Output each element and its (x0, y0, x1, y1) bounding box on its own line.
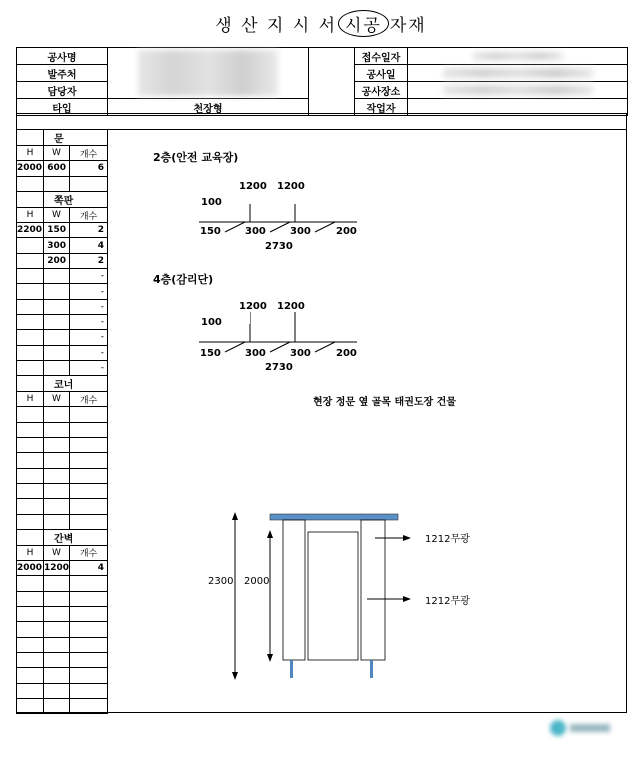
table-row: 2000 600 6 (17, 161, 108, 176)
finish-lower-label: 1212무광 (425, 596, 470, 607)
floor-4-top-a: 1200 (239, 301, 267, 312)
company-logo (548, 718, 614, 738)
col-qty: 개수 (70, 146, 108, 161)
manager-label: 담당자 (17, 82, 108, 99)
work-day-redacted (408, 65, 628, 82)
door-height-label: 2000 (244, 576, 270, 587)
floor-4-seg1: 150 (200, 348, 221, 359)
floor-2-plan-lines (197, 204, 367, 244)
site-note: 현장 정문 옆 골목 태권도장 건물 (313, 397, 456, 408)
project-name-label: 공사명 (17, 48, 108, 65)
materials-table: 문 H W 개수 2000 600 6 쪽판 H W 개수 2200 150 2 300 4 200 2 - - - - - - - 코너 H W 개수 간벽 H W 개수 2000 1200 4 (16, 129, 108, 714)
header-blank-cell (309, 48, 355, 116)
work-day-label: 공사일 (355, 65, 408, 82)
circled-mark: 시공 (338, 10, 389, 37)
floor-2-seg1: 150 (200, 226, 221, 237)
floor-4-total: 2730 (265, 362, 293, 373)
table-row: 200 2 (17, 253, 108, 268)
table-row: 2000 1200 4 (17, 561, 108, 576)
floor-4-top-b: 1200 (277, 301, 305, 312)
col-w: W (44, 146, 70, 161)
document-title: 생 산 지 시 서 시공 자재 (0, 10, 642, 37)
floor-4-seg2: 300 (245, 348, 266, 359)
floor-4-seg4: 200 (336, 348, 357, 359)
project-details-redacted (108, 48, 309, 99)
finish-arrows (367, 529, 417, 619)
floor-2-top-a: 1200 (239, 181, 267, 192)
floor-2-top-b: 1200 (277, 181, 305, 192)
floor-4-seg3: 300 (290, 348, 311, 359)
floor-2-seg3: 300 (290, 226, 311, 237)
finish-upper-label: 1212무광 (425, 534, 470, 545)
site-redacted (408, 82, 628, 99)
col-h: H (17, 146, 44, 161)
floor-4-left: 100 (201, 317, 222, 328)
doors-section-label: 문 (44, 130, 108, 146)
floor-2-title: 2층(안전 교육장) (153, 151, 239, 164)
drawing-area (107, 129, 627, 713)
received-date-redacted (408, 48, 628, 65)
worker-label: 작업자 (355, 99, 408, 116)
table-row: 2200 150 2 (17, 223, 108, 238)
received-date-label: 접수일자 (355, 48, 408, 65)
type-label: 타입 (17, 99, 108, 116)
total-height-label: 2300 (208, 576, 234, 587)
header-table (16, 47, 628, 116)
corners-section-label: 코너 (44, 376, 108, 392)
floor-4-title: 4층(감리단) (153, 273, 214, 286)
spacer-row (17, 114, 626, 130)
floor-2-seg2: 300 (245, 226, 266, 237)
floor-4-risers (250, 312, 300, 342)
partitions-section-label: 간벽 (44, 529, 108, 545)
type-value: 천장형 (108, 99, 309, 116)
floor-2-total: 2730 (265, 241, 293, 252)
panels-section-label: 쪽판 (44, 191, 108, 207)
site-label: 공사장소 (355, 82, 408, 99)
table-row: 300 4 (17, 238, 108, 253)
floor-2-seg4: 200 (336, 226, 357, 237)
floor-2-left: 100 (201, 197, 222, 208)
client-label: 발주처 (17, 65, 108, 82)
